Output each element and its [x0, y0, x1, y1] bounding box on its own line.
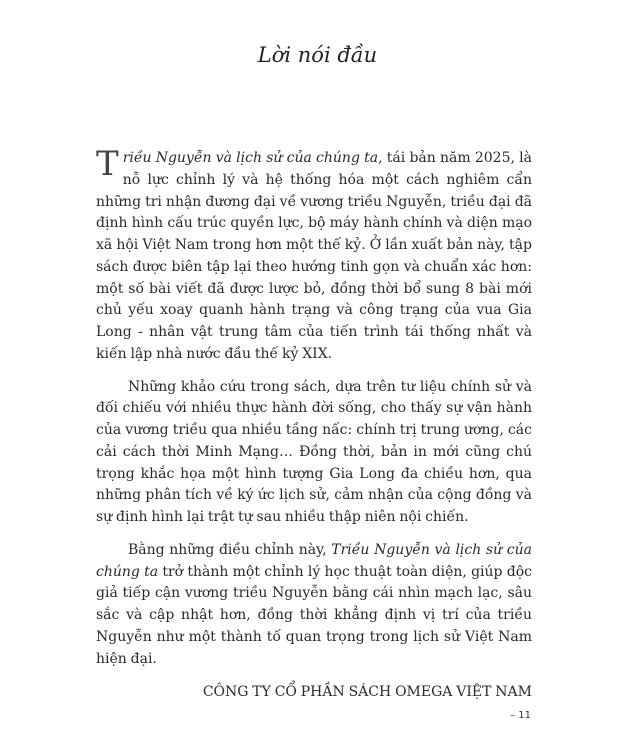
paragraph-3-text: trở thành một chỉnh lý học thuật toàn diện, giúp độc giả tiếp cận vương triều Nguyễn bằng cái nhìn mạch lạc, sâu sắc và cập nhật hơn, đồng thời khẳng định vị trí của triều Nguyễn như một thành tố quan trọng trong lịch sử Việt Nam hiện đại.	[96, 563, 532, 667]
page-title: Lời nói đầu	[257, 43, 378, 67]
publisher-signature: CÔNG TY CỔ PHẦN SÁCH OMEGA VIỆT NAM	[202, 684, 532, 701]
drop-cap: T	[96, 144, 119, 184]
book-title-italic: Triều Nguyễn và lịch sử của chúng ta	[96, 541, 532, 580]
paragraph-2: Những khảo cứu trong sách, dựa trên tư liệu chính sử và đối chiếu với nhiều thực hành đời sống, cho thấy sự vận hành của vương triều qua nhiều tầng nấc: chính trị trung ương, các cải cách thời Minh Mạng… Đồng thời, bản in mới cũng chú trọng khắc họa một hình tượng Gia Long đa chiều hơn, qua những phân tích về ký ức lịch sử, cảm nhận của cộng đồng và sự định hình lại trật tự sau nhiều thập niên nội chiến.	[96, 378, 532, 525]
preface-body	[96, 144, 532, 703]
paragraph-3-lead: Bằng những điều chỉnh này,	[128, 541, 332, 558]
paragraph-3	[96, 540, 532, 671]
page-number: – 11	[510, 710, 531, 721]
book-title-italic: riều Nguyễn và lịch sử của chúng ta	[122, 150, 379, 166]
paragraph-1-text: , tái bản năm 2025, là nỗ lực chỉnh lý và hệ thống hóa một cách nghiêm cẩn những tri nhận đương đại về vương triều Nguyễn, triều đại đã định hình cấu trúc quyền lực, bộ máy hành chính và diện mạo xã hội Việt Nam trong hơn một thế kỷ. Ở lần xuất bản này, tập sách được biên tập lại theo hướng tinh gọn và chuẩn xác hơn: một số bài viết đã được lược bỏ, đồng thời bổ sung 8 bài mới chủ yếu xoay quanh hành trạng và công trạng của vua Gia Long - nhân vật trung tâm của tiến trình tái thống nhất và kiến lập nhà nước đầu thế kỷ XIX.	[96, 150, 532, 362]
paragraph-1	[96, 144, 532, 366]
